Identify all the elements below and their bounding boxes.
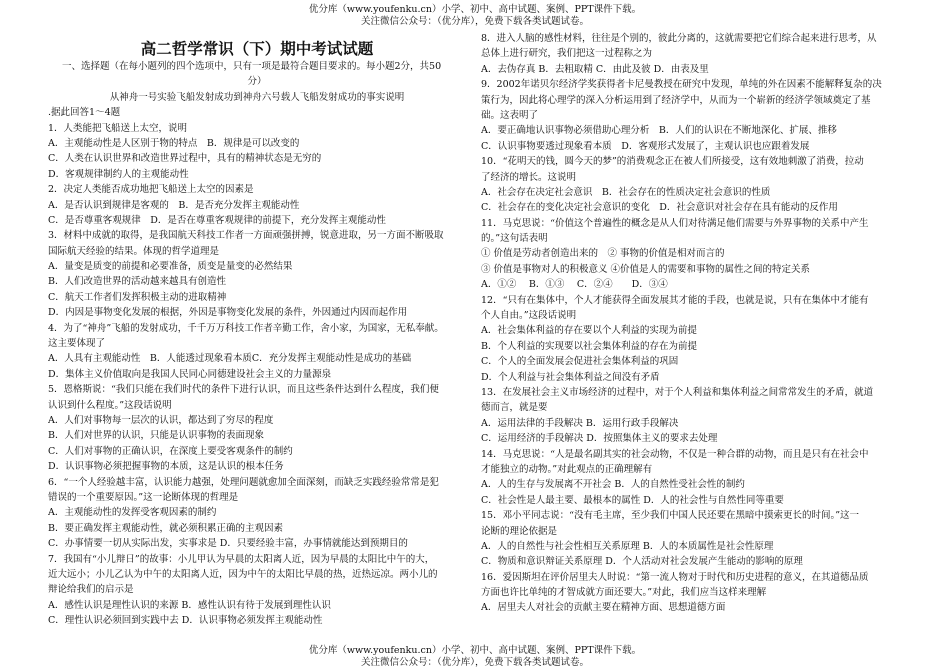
text-line: ③ 价值是事物对人的积极意义 ④价值是人的需要和事物的属性之间的特定关系 [481, 263, 811, 275]
text-line: 个人自由。”这段话说明 [481, 310, 577, 322]
text-line: A．主观能动性是人区别于物的特点 B．规律是可以改变的 [48, 137, 300, 149]
text-line: A．要正确地认识事物必须借助心理分析 B．人们的认识在不断地深化、扩展、推移 [481, 125, 837, 137]
text-line: A．运用法律的手段解决 B．运用行政手段解决 [481, 417, 679, 429]
footer-line-1: 优分库（www.youfenku.cn）小学、初中、高中试题、案例、PPT课件下载。 [308, 645, 642, 656]
text-line: ① 价值是劳动者创造出来的 ② 事物的价值是相对而言的 [481, 248, 725, 260]
text-line: .据此回答1～4题 [48, 107, 121, 119]
text-line: 2．决定人类能否成功地把飞船送上太空的因素是 [48, 184, 254, 196]
left-column [48, 31, 466, 628]
text-line: A．人们对事物每一层次的认识，都达到了穷尽的程度 [48, 414, 274, 426]
text-line: D．集体主义价值取向是我国人民同心同德建设社会主义的力量源泉 [48, 368, 332, 380]
text-line: 15．邓小平同志说：“没有毛主席，至少我们中国人民还要在黑暗中摸索更长的时间。”这一 [481, 510, 860, 522]
text-line: B．要正确发挥主观能动性，就必须积累正确的主观因素 [48, 522, 283, 534]
text-line: A．量变是质变的前提和必要准备，质变是量变的必然结果 [48, 261, 293, 273]
text-line: C．是否尊重客观规律 D．是否在尊重客观规律的前提下，充分发挥主观能动性 [48, 214, 386, 226]
text-line: 10．“花明天的钱，圆今天的梦”的消费观念正在被人们所接受，这有效地刺激了消费，拉动 [481, 156, 864, 168]
text-line: B．人们改造世界的活动越来越具有创造性 [48, 276, 226, 288]
text-line: C．理性认识必须回到实践中去 D．认识事物必须发挥主观能动性 [48, 615, 323, 627]
exam-title: 高二哲学常识（下）期中考试试题 [140, 39, 374, 58]
text-line: 9．2002年诺贝尔经济学奖获得者卡尼曼教授在研究中发现，单纯的外在因素不能解释复杂的决 [481, 79, 882, 91]
text-line: 11．马克思说：“价值这个普遍性的概念是从人们对待满足他们需要与外界事物的关系中产生 [481, 217, 869, 229]
text-line: 论断的理论依据是 [481, 525, 558, 537]
text-line: 了经济的增长。这说明 [481, 171, 577, 183]
text-line: C．办事情要一切从实际出发，实事求是 D．只要经验丰富，办事情就能达到预期目的 [48, 538, 408, 550]
page-header [0, 4, 950, 28]
text-line: C．个人的全面发展会促进社会集体利益的巩固 [481, 356, 679, 368]
text-line: D．内因是事物变化发展的根据，外因是事物变化发展的条件，外因通过内因而起作用 [48, 307, 408, 319]
header-line-1: 优分库（www.youfenku.cn）小学、初中、高中试题、案例、PPT课件下载。 [308, 4, 642, 15]
text-line: A．人具有主观能动性 B．人能透过现象看本质C．充分发挥主观能动性是成功的基础 [48, 353, 412, 365]
text-line: A．居里夫人对社会的贡献主要在精神方面、思想道德方面 [481, 602, 726, 614]
text-line: C．人类在认识世界和改造世界过程中，具有的精神状态是无穷的 [48, 153, 322, 165]
text-line: 5．恩格斯说：“我们只能在我们时代的条件下进行认识，而且这些条件达到什么程度，我们便 [48, 384, 439, 396]
text-line: 3．材料中成就的取得，是我国航天科技工作者一方面顽强拼搏，锐意进取，另一方面不断吸取 [48, 230, 444, 242]
text-line: A．人的自然性与社会性相互关系原理 B．人的本质属性是社会性原理 [481, 540, 774, 552]
text-line: 辩论给我们的启示是 [48, 584, 134, 596]
text-line: 础。这表明了 [481, 109, 539, 121]
text-line: A．主观能动性的发挥受客观因素的制约 [48, 507, 217, 519]
right-column [481, 31, 906, 616]
text-line: A．人的生存与发展离不开社会 B．人的自然性受社会性的制约 [481, 479, 745, 491]
text-line: C．人们对事物的正确认识，在深度上要受客观条件的制约 [48, 445, 293, 457]
text-line: 12．“只有在集体中，个人才能获得全面发展其才能的手段，也就是说，只有在集体中才能有 [481, 294, 869, 306]
text-line: 近大远小；小儿乙认为中午的太阳离人近，因为中午的太阳比早晨的热，近热远凉。两小儿的 [48, 568, 438, 580]
text-line: C．运用经济的手段解决 D．按照集体主义的要求去处理 [481, 433, 718, 445]
text-line: 认识到什么程度。”这段话说明 [48, 399, 172, 411]
text-line: 策行为，因此将心理学的深入分析运用到了经济学中，从而为一个崭新的经济学领域奠定了基 [481, 94, 871, 106]
text-line: A．①② B．①③ C．②④ D．③④ [481, 279, 668, 291]
text-line: A．社会集体利益的存在要以个人利益的实现为前提 [481, 325, 697, 337]
text-line: 方面也许比单纯的才智成就方面还要大。”对此，我们应当这样来理解 [481, 587, 767, 599]
text-line: A．是否认识到规律是客观的 B．是否充分发挥主观能动性 [48, 199, 300, 211]
footer-line-2: 关注微信公众号：（优分库），免费下载各类试题试卷。 [360, 657, 589, 668]
text-line: 13．在发展社会主义市场经济的过程中，对于个人利益和集体利益之间常常发生的矛盾，就道 [481, 386, 874, 398]
text-line: A．去伪存真 B．去粗取精 C．由此及彼 D．由表及里 [481, 63, 709, 75]
text-line: 德而言，就是要 [481, 402, 548, 414]
text-line: 4．为了“神舟”飞船的发射成功，千千万万科技工作者辛勤工作，舍小家，为国家，无私奉献。 [48, 322, 444, 334]
text-line: 8．进入人脑的感性材料，往往是个别的，彼此分离的，这就需要把它们综合起来进行思考，从 [481, 33, 877, 44]
text-line: 一、选择题（在每小题列的四个选项中，只有一项是最符合题目要求的。每小题2分，共50 [62, 61, 442, 72]
text-line: B．个人利益的实现要以社会集体利益的存在为前提 [481, 340, 697, 352]
text-line: 的。”这句话表明 [481, 233, 548, 245]
text-line: 这主要体现了 [48, 338, 106, 350]
text-line: C．航天工作者们发挥积极主动的进取精神 [48, 291, 227, 303]
text-line: D．个人利益与社会集体利益之间没有矛盾 [481, 371, 660, 383]
text-line: D．认识事物必须把握事物的本质，这是认识的根本任务 [48, 461, 284, 473]
text-line: A．社会存在决定社会意识 B．社会存在的性质决定社会意识的性质 [481, 186, 771, 198]
text-line: 16．爱因斯坦在评价居里夫人时说：“第一流人物对于时代和历史进程的意义，在其道德品质 [481, 571, 869, 583]
text-line: C．物质和意识辩证关系原理 D．个人活动对社会发展产生能动的影响的原理 [481, 556, 803, 568]
text-line: 6．“一个人经验越丰富，认识能力越强，处理问题就愈加全面深刻，而缺乏实践经验常常是犯 [48, 476, 439, 488]
text-line: 7．我国有“小儿辩日”的故事：小儿甲认为早晨的太阳离人近，因为早晨的太阳比中午的大， [48, 553, 435, 565]
text-line: A．感性认识是理性认识的来源 B．感性认识有待于发展到理性认识 [48, 599, 331, 611]
text-line: C．社会存在的变化决定社会意识的变化 D．社会意识对社会存在具有能动的反作用 [481, 202, 838, 214]
text-line: 从神舟一号实验飞船发射成功到神舟六号载人飞船发射成功的事实说明 [109, 91, 405, 103]
page-footer [0, 645, 950, 669]
text-line: 14．马克思说：“人是最名副其实的社会动物，不仅是一种合群的动物，而且是只有在社会中 [481, 448, 869, 460]
text-line: 分） [247, 76, 267, 88]
text-line: C．认识事物要透过现象看本质 D．客观形式发展了，主观认识也应跟着发展 [481, 140, 810, 152]
text-line: 1．人类能把飞船送上太空，说明 [48, 122, 188, 134]
text-line: D．客观规律制约人的主观能动性 [48, 168, 189, 180]
text-line: 才能独立的动物。”对此观点的正确理解有 [481, 463, 653, 475]
header-line-2: 关注微信公众号：（优分库），免费下载各类试题试卷。 [360, 16, 589, 27]
text-line: 错误的一个重要原因。”这一论断体现的哲理是 [48, 491, 239, 503]
text-line: C．社会性是人最主要、最根本的属性 D．人的社会性与自然性同等重要 [481, 494, 784, 506]
text-line: B．人们对世界的认识，只能是认识事物的表面现象 [48, 430, 264, 442]
text-line: 总体上进行研究，我们把这一过程称之为 [481, 48, 653, 60]
text-line: 国际航天经验的结果。体现的哲学道理是 [48, 245, 220, 257]
